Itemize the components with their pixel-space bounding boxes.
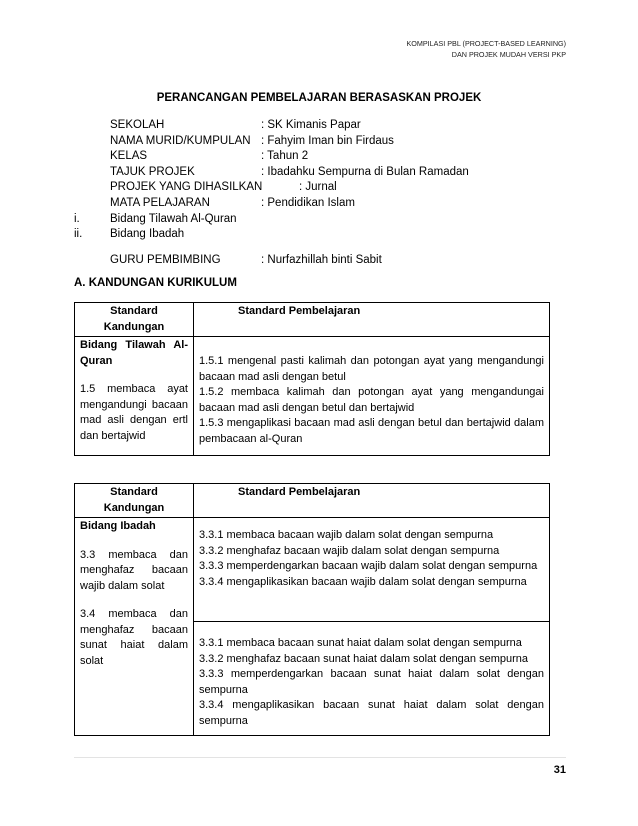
sp-wajib-2: 3.3.2 menghafaz bacaan wajib dalam solat dengan sempurna	[199, 544, 500, 557]
projek-label: PROJEK YANG DIHASILKAN	[110, 181, 263, 194]
table-row	[75, 337, 550, 456]
item-1-number: i.	[74, 212, 80, 225]
info-row-mata-pelajaran	[74, 197, 574, 213]
info-row-kelas	[74, 150, 574, 166]
sekolah-value: : SK Kimanis Papar	[261, 119, 361, 131]
sp-wajib-cell	[194, 518, 550, 622]
kelas-label: KELAS	[110, 150, 148, 163]
mata-pelajaran-value: : Pendidikan Islam	[261, 196, 355, 209]
document-title: PERANCANGAN PEMBELAJARAN BERASASKAN PROJEK	[156, 92, 482, 104]
header-left-line-1: Standard	[110, 305, 158, 317]
header-standard-pembelajaran: Standard Pembelajaran	[194, 303, 550, 337]
info-row-murid	[74, 135, 574, 151]
item-1-text: Bidang Tilawah Al-Quran	[110, 212, 237, 225]
section-a-heading: A. KANDUNGAN KURIKULUM	[74, 277, 237, 289]
info-spacer	[74, 244, 574, 254]
murid-label: NAMA MURID/KUMPULAN	[110, 134, 251, 147]
table-row	[75, 518, 550, 622]
curriculum-table-tilawah	[74, 302, 550, 456]
info-row-guru	[74, 254, 574, 270]
standard-pembelajaran-cell	[194, 337, 550, 456]
sk-1-5-text: 1.5 membaca ayat mengandungi bacaan mad asli dengan ertl dan bertajwid	[80, 383, 188, 442]
table-header-row	[75, 484, 550, 518]
sekolah-label: SEKOLAH	[110, 119, 165, 131]
sp-1-5-3: 1.5.3 mengaplikasi bacaan mad asli dengan betul dan bertajwid dalam pembacaan al-Quran	[199, 417, 544, 445]
bidang-label: Bidang Ibadah	[80, 520, 156, 532]
sp-sunat-4: 3.3.4 mengaplikasikan bacaan sunat haiat dalam solat dengan sempurna	[199, 699, 544, 727]
running-header	[407, 38, 567, 60]
kelas-value: : Tahun 2	[261, 150, 309, 163]
tajuk-label: TAJUK PROJEK	[110, 165, 195, 178]
sp-1-5-2: 1.5.2 membaca kalimah dan potongan ayat yang mengandungai bacaan mad asli dengan betul dan bertajwid	[199, 386, 544, 414]
sp-1-5-1: 1.5.1 mengenal pasti kalimah dan potongan ayat yang mengandungi bacaan mad asli dengan betul	[199, 355, 544, 383]
sp-wajib-3: 3.3.3 memperdengarkan bacaan wajib dalam solat dengan sempurna	[199, 560, 538, 572]
header-left-line-2: Kandungan	[103, 320, 165, 333]
header-standard-kandungan	[75, 303, 194, 337]
mata-pelajaran-label: MATA PELAJARAN	[110, 196, 210, 209]
header-standard-kandungan	[75, 484, 194, 518]
sp-sunat-cell	[194, 622, 550, 736]
standard-kandungan-cell	[75, 337, 194, 456]
sk-3-4-text: 3.4 membaca dan menghafaz bacaan sunat haiat dalam solat	[80, 608, 188, 667]
table-header-row	[75, 303, 550, 337]
sp-wajib-4: 3.3.4 mengaplikasikan bacaan wajib dalam solat dengan sempurna	[199, 575, 527, 588]
item-2-number: ii.	[74, 228, 83, 241]
standard-kandungan-cell	[75, 518, 194, 736]
guru-value: : Nurfazhillah binti Sabit	[261, 253, 382, 266]
item-2-text: Bidang Ibadah	[110, 228, 185, 241]
header-line-2: DAN PROJEK MUDAH VERSI PKP	[451, 50, 566, 59]
sp-sunat-3: 3.3.3 memperdengarkan bacaan sunat haiat dalam solat dengan sempurna	[199, 668, 544, 696]
curriculum-table-ibadah	[74, 483, 550, 736]
sp-wajib-1: 3.3.1 membaca bacaan wajib dalam solat dengan sempurna	[199, 529, 494, 541]
header-standard-pembelajaran: Standard Pembelajaran	[194, 484, 550, 518]
info-row-item-2	[74, 228, 574, 244]
project-info-block	[74, 119, 574, 269]
projek-value: : Jurnal	[299, 181, 337, 194]
page-number: 31	[553, 764, 566, 776]
tajuk-value: : Ibadahku Sempurna di Bulan Ramadan	[261, 165, 469, 178]
info-row-tajuk	[74, 166, 574, 182]
sk-3-3-text: 3.3 membaca dan menghafaz bacaan wajib dalam solat	[80, 548, 188, 592]
header-left-line-1: Standard	[110, 486, 158, 498]
guru-label: GURU PEMBIMBING	[110, 253, 221, 266]
info-row-item-1	[74, 213, 574, 229]
sp-sunat-1: 3.3.1 membaca bacaan sunat haiat dalam solat dengan sempurna	[199, 637, 522, 649]
info-row-projek	[74, 181, 574, 197]
footer-divider	[74, 757, 566, 758]
info-row-sekolah	[74, 119, 574, 135]
bidang-label: Bidang Tilawah Al- Quran	[80, 339, 188, 367]
murid-value: : Fahyim Iman bin Firdaus	[261, 134, 394, 147]
sp-sunat-2: 3.3.2 menghafaz bacaan sunat haiat dalam solat dengan sempurna	[199, 652, 529, 665]
header-line-1: KOMPILASI PBL (PROJECT-BASED LEARNING)	[406, 39, 566, 48]
header-left-line-2: Kandungan	[103, 501, 165, 514]
